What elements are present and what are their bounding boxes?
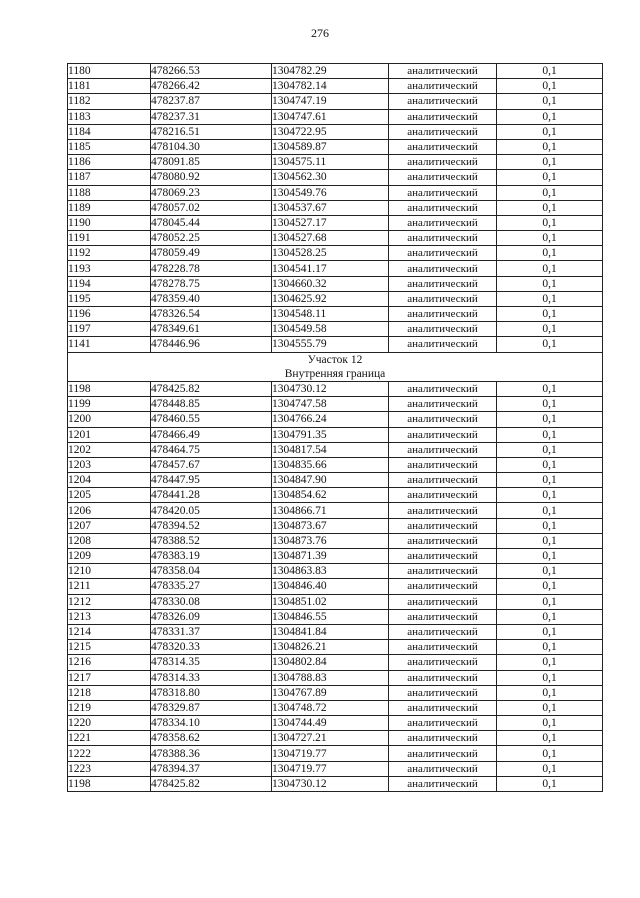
method: аналитический — [389, 215, 497, 230]
coord-x: 478388.52 — [151, 533, 272, 548]
table-row — [68, 503, 603, 518]
accuracy: 0,1 — [497, 64, 603, 79]
method: аналитический — [389, 155, 497, 170]
accuracy: 0,1 — [497, 685, 603, 700]
point-number: 1205 — [68, 488, 151, 503]
method: аналитический — [389, 79, 497, 94]
point-number: 1185 — [68, 139, 151, 154]
coord-x: 478446.96 — [151, 337, 272, 352]
accuracy: 0,1 — [497, 155, 603, 170]
coord-y: 1304782.29 — [272, 64, 389, 79]
accuracy: 0,1 — [497, 670, 603, 685]
point-number: 1213 — [68, 609, 151, 624]
coord-x: 478326.09 — [151, 609, 272, 624]
point-number: 1193 — [68, 261, 151, 276]
table-row — [68, 381, 603, 396]
point-number: 1206 — [68, 503, 151, 518]
coord-x: 478278.75 — [151, 276, 272, 291]
accuracy: 0,1 — [497, 457, 603, 472]
method: аналитический — [389, 94, 497, 109]
table-row — [68, 139, 603, 154]
point-number: 1207 — [68, 518, 151, 533]
coord-y: 1304730.12 — [272, 381, 389, 396]
accuracy: 0,1 — [497, 731, 603, 746]
method: аналитический — [389, 473, 497, 488]
accuracy: 0,1 — [497, 488, 603, 503]
coord-x: 478237.31 — [151, 109, 272, 124]
point-number: 1204 — [68, 473, 151, 488]
method: аналитический — [389, 170, 497, 185]
coord-y: 1304841.84 — [272, 624, 389, 639]
coord-y: 1304589.87 — [272, 139, 389, 154]
coord-x: 478091.85 — [151, 155, 272, 170]
point-number: 1183 — [68, 109, 151, 124]
point-number: 1221 — [68, 731, 151, 746]
method: аналитический — [389, 109, 497, 124]
table-row — [68, 731, 603, 746]
point-number: 1188 — [68, 185, 151, 200]
point-number: 1141 — [68, 337, 151, 352]
coord-y: 1304791.35 — [272, 427, 389, 442]
point-number: 1222 — [68, 746, 151, 761]
coord-y: 1304730.12 — [272, 776, 389, 791]
section-title: Участок 12 — [68, 352, 603, 367]
accuracy: 0,1 — [497, 549, 603, 564]
table-row — [68, 185, 603, 200]
point-number: 1187 — [68, 170, 151, 185]
coord-x: 478460.55 — [151, 412, 272, 427]
point-number: 1181 — [68, 79, 151, 94]
accuracy: 0,1 — [497, 564, 603, 579]
table-row — [68, 276, 603, 291]
coord-y: 1304846.55 — [272, 609, 389, 624]
point-number: 1223 — [68, 761, 151, 776]
coord-x: 478358.04 — [151, 564, 272, 579]
method: аналитический — [389, 291, 497, 306]
method: аналитический — [389, 322, 497, 337]
point-number: 1202 — [68, 442, 151, 457]
coord-x: 478320.33 — [151, 640, 272, 655]
coord-y: 1304817.54 — [272, 442, 389, 457]
coord-y: 1304835.66 — [272, 457, 389, 472]
coord-y: 1304555.79 — [272, 337, 389, 352]
table-row — [68, 246, 603, 261]
point-number: 1215 — [68, 640, 151, 655]
accuracy: 0,1 — [497, 291, 603, 306]
method: аналитический — [389, 609, 497, 624]
method: аналитический — [389, 139, 497, 154]
method: аналитический — [389, 64, 497, 79]
coord-x: 478052.25 — [151, 231, 272, 246]
table-row — [68, 79, 603, 94]
point-number: 1184 — [68, 124, 151, 139]
accuracy: 0,1 — [497, 170, 603, 185]
method: аналитический — [389, 488, 497, 503]
table-row — [68, 564, 603, 579]
coord-y: 1304846.40 — [272, 579, 389, 594]
method: аналитический — [389, 200, 497, 215]
accuracy: 0,1 — [497, 246, 603, 261]
coord-y: 1304537.67 — [272, 200, 389, 215]
table-row — [68, 124, 603, 139]
coord-x: 478059.49 — [151, 246, 272, 261]
accuracy: 0,1 — [497, 776, 603, 791]
coord-x: 478045.44 — [151, 215, 272, 230]
table-row — [68, 488, 603, 503]
table-section-after — [68, 381, 603, 791]
coord-x: 478394.37 — [151, 761, 272, 776]
method: аналитический — [389, 397, 497, 412]
point-number: 1194 — [68, 276, 151, 291]
coord-x: 478069.23 — [151, 185, 272, 200]
coord-y: 1304873.67 — [272, 518, 389, 533]
coord-y: 1304871.39 — [272, 549, 389, 564]
coord-y: 1304541.17 — [272, 261, 389, 276]
coord-y: 1304766.24 — [272, 412, 389, 427]
point-number: 1196 — [68, 307, 151, 322]
method: аналитический — [389, 746, 497, 761]
method: аналитический — [389, 276, 497, 291]
table-row — [68, 609, 603, 624]
coord-y: 1304826.21 — [272, 640, 389, 655]
table-row — [68, 640, 603, 655]
accuracy: 0,1 — [497, 94, 603, 109]
table-row — [68, 412, 603, 427]
method: аналитический — [389, 640, 497, 655]
accuracy: 0,1 — [497, 609, 603, 624]
point-number: 1191 — [68, 231, 151, 246]
coord-y: 1304873.76 — [272, 533, 389, 548]
coord-x: 478359.40 — [151, 291, 272, 306]
accuracy: 0,1 — [497, 261, 603, 276]
coord-x: 478335.27 — [151, 579, 272, 594]
point-number: 1201 — [68, 427, 151, 442]
table-row — [68, 761, 603, 776]
method: аналитический — [389, 261, 497, 276]
accuracy: 0,1 — [497, 337, 603, 352]
accuracy: 0,1 — [497, 79, 603, 94]
table-section-before — [68, 64, 603, 353]
coord-y: 1304863.83 — [272, 564, 389, 579]
table-row — [68, 291, 603, 306]
method: аналитический — [389, 307, 497, 322]
method: аналитический — [389, 761, 497, 776]
coord-y: 1304549.58 — [272, 322, 389, 337]
coord-y: 1304562.30 — [272, 170, 389, 185]
coord-x: 478080.92 — [151, 170, 272, 185]
method: аналитический — [389, 549, 497, 564]
coord-x: 478228.78 — [151, 261, 272, 276]
table-row — [68, 231, 603, 246]
table-row — [68, 457, 603, 472]
table-row — [68, 215, 603, 230]
accuracy: 0,1 — [497, 276, 603, 291]
coord-x: 478441.28 — [151, 488, 272, 503]
table-row — [68, 716, 603, 731]
method: аналитический — [389, 337, 497, 352]
table-row — [68, 94, 603, 109]
coord-x: 478425.82 — [151, 776, 272, 791]
point-number: 1217 — [68, 670, 151, 685]
coord-x: 478425.82 — [151, 381, 272, 396]
accuracy: 0,1 — [497, 185, 603, 200]
coord-y: 1304719.77 — [272, 761, 389, 776]
accuracy: 0,1 — [497, 594, 603, 609]
coord-y: 1304548.11 — [272, 307, 389, 322]
accuracy: 0,1 — [497, 746, 603, 761]
coord-x: 478314.33 — [151, 670, 272, 685]
table-row — [68, 655, 603, 670]
point-number: 1203 — [68, 457, 151, 472]
coord-y: 1304660.32 — [272, 276, 389, 291]
method: аналитический — [389, 716, 497, 731]
point-number: 1195 — [68, 291, 151, 306]
coord-y: 1304527.68 — [272, 231, 389, 246]
coord-y: 1304854.62 — [272, 488, 389, 503]
point-number: 1198 — [68, 776, 151, 791]
point-number: 1214 — [68, 624, 151, 639]
method: аналитический — [389, 731, 497, 746]
point-number: 1210 — [68, 564, 151, 579]
point-number: 1216 — [68, 655, 151, 670]
coord-y: 1304747.58 — [272, 397, 389, 412]
coord-x: 478318.80 — [151, 685, 272, 700]
coord-x: 478104.30 — [151, 139, 272, 154]
accuracy: 0,1 — [497, 200, 603, 215]
accuracy: 0,1 — [497, 624, 603, 639]
method: аналитический — [389, 231, 497, 246]
table-row — [68, 549, 603, 564]
accuracy: 0,1 — [497, 716, 603, 731]
table-row — [68, 685, 603, 700]
table-row — [68, 170, 603, 185]
accuracy: 0,1 — [497, 427, 603, 442]
method: аналитический — [389, 564, 497, 579]
accuracy: 0,1 — [497, 412, 603, 427]
table-row — [68, 200, 603, 215]
point-number: 1200 — [68, 412, 151, 427]
accuracy: 0,1 — [497, 397, 603, 412]
coord-x: 478237.87 — [151, 94, 272, 109]
point-number: 1211 — [68, 579, 151, 594]
point-number: 1180 — [68, 64, 151, 79]
accuracy: 0,1 — [497, 655, 603, 670]
method: аналитический — [389, 457, 497, 472]
accuracy: 0,1 — [497, 322, 603, 337]
table-row — [68, 261, 603, 276]
table-row — [68, 594, 603, 609]
method: аналитический — [389, 185, 497, 200]
coord-y: 1304719.77 — [272, 746, 389, 761]
coord-x: 478331.37 — [151, 624, 272, 639]
page-number: 276 — [311, 26, 329, 40]
table-row — [68, 670, 603, 685]
table-row — [68, 533, 603, 548]
coord-x: 478388.36 — [151, 746, 272, 761]
coord-x: 478394.52 — [151, 518, 272, 533]
coord-x: 478448.85 — [151, 397, 272, 412]
section-header — [68, 352, 603, 381]
coordinates-table — [67, 63, 603, 792]
accuracy: 0,1 — [497, 533, 603, 548]
table-row — [68, 307, 603, 322]
table-row — [68, 518, 603, 533]
coord-y: 1304802.84 — [272, 655, 389, 670]
accuracy: 0,1 — [497, 109, 603, 124]
table-row — [68, 64, 603, 79]
point-number: 1197 — [68, 322, 151, 337]
coord-y: 1304788.83 — [272, 670, 389, 685]
point-number: 1189 — [68, 200, 151, 215]
table-row — [68, 473, 603, 488]
coord-y: 1304625.92 — [272, 291, 389, 306]
table-row — [68, 155, 603, 170]
coord-y: 1304767.89 — [272, 685, 389, 700]
point-number: 1186 — [68, 155, 151, 170]
point-number: 1219 — [68, 700, 151, 715]
accuracy: 0,1 — [497, 124, 603, 139]
point-number: 1209 — [68, 549, 151, 564]
method: аналитический — [389, 442, 497, 457]
coord-x: 478383.19 — [151, 549, 272, 564]
point-number: 1182 — [68, 94, 151, 109]
point-number: 1192 — [68, 246, 151, 261]
point-number: 1190 — [68, 215, 151, 230]
coord-x: 478457.67 — [151, 457, 272, 472]
coord-x: 478216.51 — [151, 124, 272, 139]
coord-y: 1304851.02 — [272, 594, 389, 609]
coord-x: 478329.87 — [151, 700, 272, 715]
coord-x: 478334.10 — [151, 716, 272, 731]
method: аналитический — [389, 655, 497, 670]
accuracy: 0,1 — [497, 215, 603, 230]
coord-y: 1304549.76 — [272, 185, 389, 200]
point-number: 1220 — [68, 716, 151, 731]
accuracy: 0,1 — [497, 231, 603, 246]
table-row — [68, 337, 603, 352]
method: аналитический — [389, 503, 497, 518]
accuracy: 0,1 — [497, 442, 603, 457]
point-number: 1199 — [68, 397, 151, 412]
table-row — [68, 746, 603, 761]
coord-y: 1304528.25 — [272, 246, 389, 261]
accuracy: 0,1 — [497, 579, 603, 594]
point-number: 1218 — [68, 685, 151, 700]
table-row — [68, 700, 603, 715]
accuracy: 0,1 — [497, 700, 603, 715]
coord-y: 1304744.49 — [272, 716, 389, 731]
method: аналитический — [389, 594, 497, 609]
accuracy: 0,1 — [497, 139, 603, 154]
table-row — [68, 322, 603, 337]
method: аналитический — [389, 427, 497, 442]
coord-y: 1304748.72 — [272, 700, 389, 715]
table-row — [68, 109, 603, 124]
coord-y: 1304866.71 — [272, 503, 389, 518]
section-subtitle: Внутренняя граница — [68, 367, 603, 382]
point-number: 1212 — [68, 594, 151, 609]
coord-y: 1304727.21 — [272, 731, 389, 746]
table-row — [68, 776, 603, 791]
method: аналитический — [389, 518, 497, 533]
coord-x: 478358.62 — [151, 731, 272, 746]
method: аналитический — [389, 246, 497, 261]
coord-y: 1304722.95 — [272, 124, 389, 139]
accuracy: 0,1 — [497, 640, 603, 655]
coord-x: 478447.95 — [151, 473, 272, 488]
point-number: 1198 — [68, 381, 151, 396]
coord-y: 1304747.61 — [272, 109, 389, 124]
coord-y: 1304527.17 — [272, 215, 389, 230]
coord-y: 1304847.90 — [272, 473, 389, 488]
coord-x: 478266.53 — [151, 64, 272, 79]
method: аналитический — [389, 579, 497, 594]
method: аналитический — [389, 381, 497, 396]
method: аналитический — [389, 533, 497, 548]
accuracy: 0,1 — [497, 307, 603, 322]
coord-x: 478466.49 — [151, 427, 272, 442]
table-row — [68, 397, 603, 412]
accuracy: 0,1 — [497, 381, 603, 396]
coord-x: 478314.35 — [151, 655, 272, 670]
coord-y: 1304747.19 — [272, 94, 389, 109]
accuracy: 0,1 — [497, 503, 603, 518]
method: аналитический — [389, 685, 497, 700]
coord-x: 478349.61 — [151, 322, 272, 337]
coord-x: 478464.75 — [151, 442, 272, 457]
coord-x: 478420.05 — [151, 503, 272, 518]
table-row — [68, 427, 603, 442]
accuracy: 0,1 — [497, 518, 603, 533]
method: аналитический — [389, 124, 497, 139]
accuracy: 0,1 — [497, 761, 603, 776]
method: аналитический — [389, 776, 497, 791]
table-row — [68, 579, 603, 594]
coord-y: 1304782.14 — [272, 79, 389, 94]
accuracy: 0,1 — [497, 473, 603, 488]
method: аналитический — [389, 670, 497, 685]
method: аналитический — [389, 624, 497, 639]
coord-x: 478326.54 — [151, 307, 272, 322]
table-row — [68, 624, 603, 639]
table-row — [68, 442, 603, 457]
method: аналитический — [389, 700, 497, 715]
coord-y: 1304575.11 — [272, 155, 389, 170]
coord-x: 478266.42 — [151, 79, 272, 94]
method: аналитический — [389, 412, 497, 427]
coord-x: 478330.08 — [151, 594, 272, 609]
coord-x: 478057.02 — [151, 200, 272, 215]
point-number: 1208 — [68, 533, 151, 548]
